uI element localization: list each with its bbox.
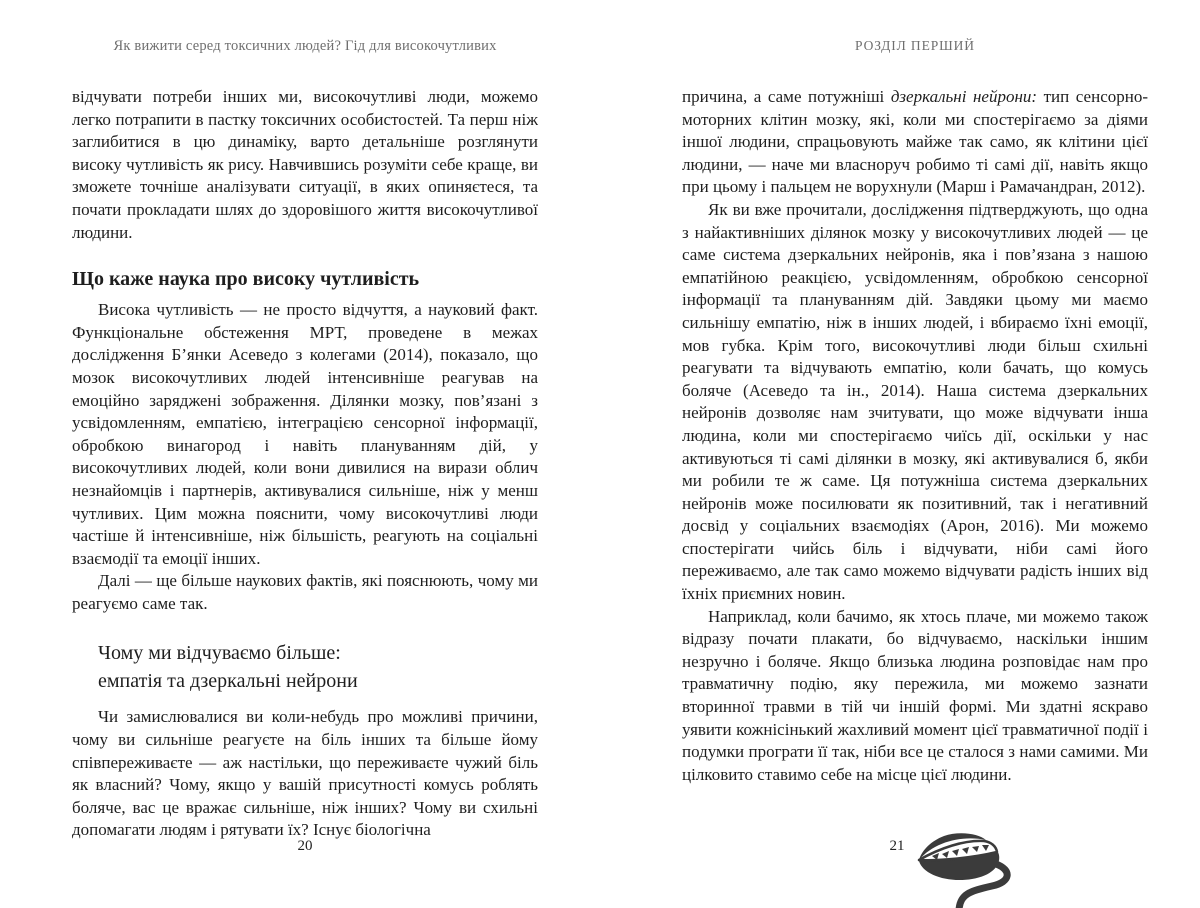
left-text-column — [72, 86, 538, 842]
mirror-text-suffix: тип сенсорно-моторних клітин мозку, які, коли ми спостерігаємо за діями іншої людини, спрацьовують майже так само, як клітини цієї людини, — наче ми власноруч робимо ті самі дії, навіть якщо при цьому і пальцем не ворухнули (Марш і Рамачандран, 2012). — [682, 87, 1149, 197]
right-page — [682, 0, 1148, 900]
left-running-header: Як вижити серед токсичних людей? Гід для високочутливих — [113, 38, 497, 54]
left-page-number: 20 — [297, 838, 313, 854]
paragraph-research: Як ви вже прочитали, дослідження підтверджують, що одна з найактивніших ділянок мозку у високочутливих людей — це саме система дзеркальних нейронів, яка і пов’язана з нашою емпатійною реакцією, усвідомленням, обробкою сенсорної інформації та плануванням дій. Завдяки цьому ми маємо сильнішу емпатію, ніж в інших людей, і вбираємо їхні емоції, мов губка. Крім того, високочутливі люди більш схильні реагувати та відчувають емпатію, коли бачать, що комусь боляче (Асеведо та ін., 2014). Наша система дзеркальних нейронів дозволяє нам зчитувати, що може відчувати інша людина, коли ми спостерігаємо чиїсь дії, оскільки у нас активуються ті самі ділянки в мозку, які активувалися б, якби ми робили те ж саме. Ця потужніша система дзеркальних нейронів може посилювати як позитивний, так і негативний досвід у соціальних взаємодіях (Арон, 2016). Ми можемо спостерігати чийсь біль і відчувати, ніби самі його переживаємо, але так само можемо відчувати радість інших від їхніх приємних новин. — [682, 199, 1148, 604]
mirror-term-italic: дзеркальні нейрони: — [890, 87, 1038, 106]
sub-heading-line1: Чому ми відчуваємо більше: — [98, 642, 341, 665]
left-page — [72, 0, 538, 900]
paragraph-mirror-neurons — [682, 86, 1148, 199]
mirror-text-prefix: причина, а саме потужніші — [682, 87, 891, 106]
right-page-number: 21 — [889, 838, 905, 854]
paragraph-science: Висока чутливість — не просто відчуття, а науковий факт. Функціональне обстеження МРТ, проведене в межах дослідження Б’янки Асеведо з колегами (2014), показало, що мозок високочутливих людей інтенсивніше реагував на емоційно заряджені зображення. Ділянки мозку, пов’язані з усвідомленням, емпатією, інтеграцією сенсорної інформації, обробкою винагород і навіть плануванням дій, у високочутливих людей, коли вони дивилися на вирази облич незнайомців і партнерів, активувалися сильніше, ніж у менш чутливих. Цим можна пояснити, чому високочутливі люди частіше й інтенсивніше, ніж більшість, реагують на соціальні взаємодії та емоції інших. — [72, 300, 538, 568]
sub-heading-line2: емпатія та дзеркальні нейрони — [98, 669, 358, 692]
paragraph-example: Наприклад, коли бачимо, як хтось плаче, ми можемо також відразу почати плакати, бо відчуваємо, наскільки іншим незручно і боляче. Якщо близька людина розповідає нам про травматичну подію, яку пережила, ми можемо зазнати вторинної травми в тій чи іншій формі. Ми здатні яскраво уявити кожнісінький жахливий момент цієї травматичної події і подумки програти її так, ніби все це сталося з нами самими. Ми цілковито ставимо себе на місце цієї людини. — [682, 606, 1148, 784]
paragraph-why: Чи замислювалися ви коли-небудь про можливі причини, чому ви сильніше реагуєте на біль інших та більше йому співпереживаєте — аж настільки, що переживаєте чужий біль як власний? Чому, якщо у вашій присутності комусь роблять боляче, вас це вражає сильніше, ніж інших? Чому ви схильні допомагати людям і рятувати їх? Існує біологічна — [72, 707, 538, 840]
venus-flytrap-icon — [912, 830, 1024, 908]
paragraph-continuation: відчувати потреби інших ми, високочутливі люди, можемо легко потрапити в пастку токсичних особистостей. Та перш ніж заглибитися в цю динаміку, варто детальніше розглянути високу чутливість як рису. Навчившись розуміти себе краще, ви зможете точніше аналізувати ситуації, в яких опиняєтеся, та почати прокладати шлях до здоровішого життя високочутливої людини. — [72, 87, 538, 242]
right-text-column — [682, 86, 1148, 786]
right-running-header: РОЗДІЛ ПЕРШИЙ — [855, 38, 975, 53]
sub-heading — [72, 640, 538, 695]
section-heading: Що каже наука про високу чутливість — [72, 268, 420, 291]
paragraph-dali: Далі — ще більше наукових фактів, які пояснюють, чому ми реагуємо саме так. — [72, 571, 538, 613]
